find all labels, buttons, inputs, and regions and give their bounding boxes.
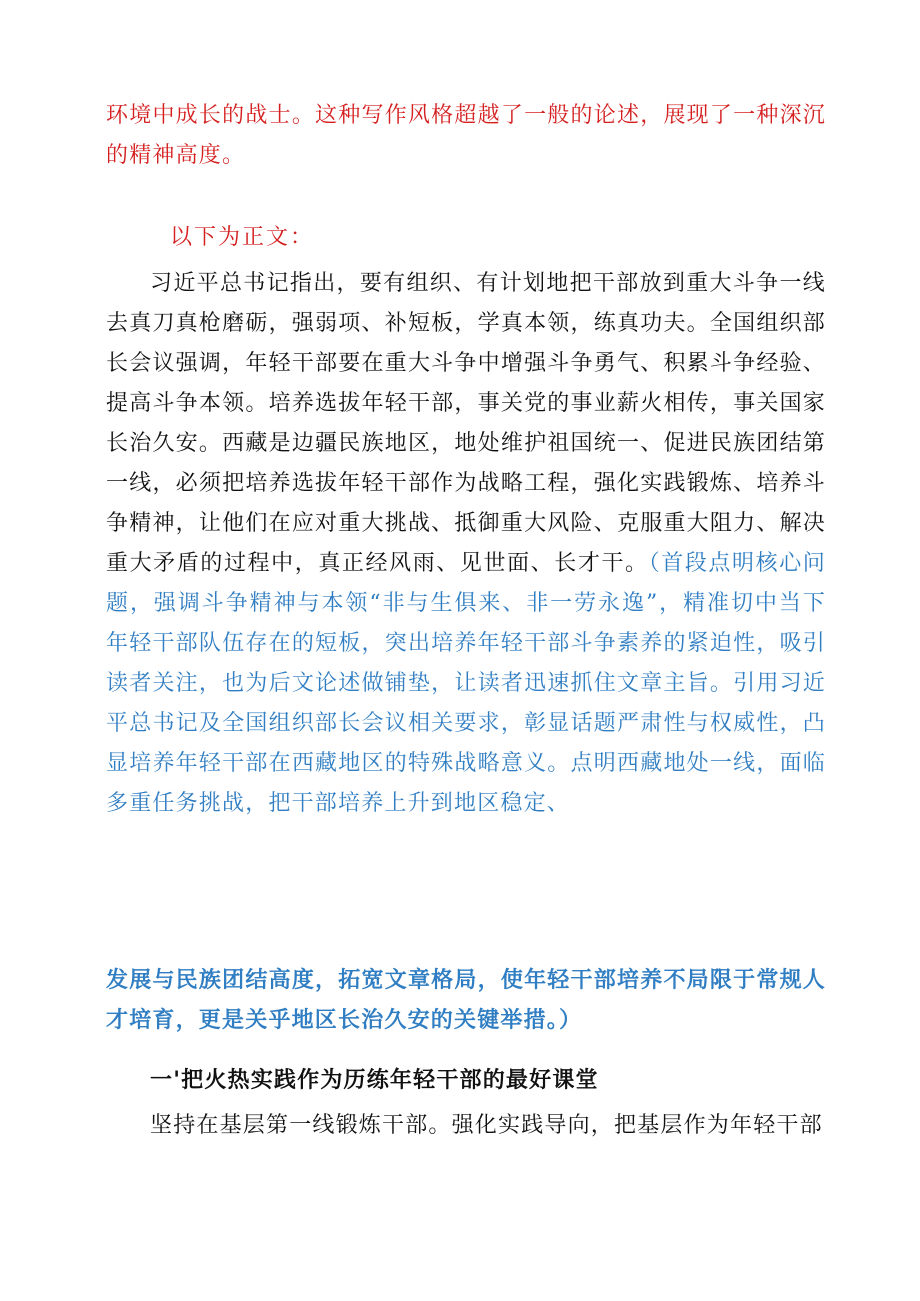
section-1-paragraph: 坚持在基层第一线锻炼干部。强化实践导向，把基层作为年轻干部	[150, 1113, 823, 1138]
opening-paragraph	[106, 264, 826, 924]
section-heading-1: 一'把火热实践作为历练年轻干部的最好课堂	[150, 1067, 599, 1093]
intro-paragraph: 环境中成长的战士。这种写作风格超越了一般的论述，展现了一种深沉的精神高度。	[106, 103, 826, 168]
opening-paragraph-body: 习近平总书记指出，要有组织、有计划地把干部放到重大斗争一线去真刀真枪磨砺，强弱项、补短板，学真本领，练真功夫。全国组织部长会议强调，年轻干部要在重大斗争中增强斗争勇气、积累斗争经验、提高斗争本领。培养选拔年轻干部，事关党的事业薪火相传，事关国家长治久安。西藏是边疆民族地区，地处维护祖国统一、促进民族团结第一线，必须把培养选拔年轻干部作为战略工程，强化实践锻炼、培养斗争精神，让他们在应对重大挑战、抵御重大风险、克服重大阻力、解决重大矛盾的过程中，真正经风雨、见世面、长才干。	[106, 271, 826, 576]
commentary-continuation: 发展与民族团结高度，拓宽文章格局，使年轻干部培养不局限于常规人才培育，更是关乎地区长治久安的关键举措。）	[106, 967, 826, 1033]
main-text-label: 以下为正文：	[170, 225, 315, 250]
opening-paragraph-commentary: （首段点明核心问题，强调斗争精神与本领“非与生俱来、非一劳永逸”，精准切中当下年轻干部队伍存在的短板，突出培养年轻干部斗争素养的紧迫性，吸引读者关注，也为后文论述做铺垫，让读者迅速抓住文章主旨。引用习近平总书记及全国组织部长会议相关要求，彰显话题严肃性与权威性，凸显培养年轻干部在西藏地区的特殊战略意义。点明西藏地处一线，面临多重任务挑战，把干部培养上升到地区稳定、	[106, 551, 826, 816]
